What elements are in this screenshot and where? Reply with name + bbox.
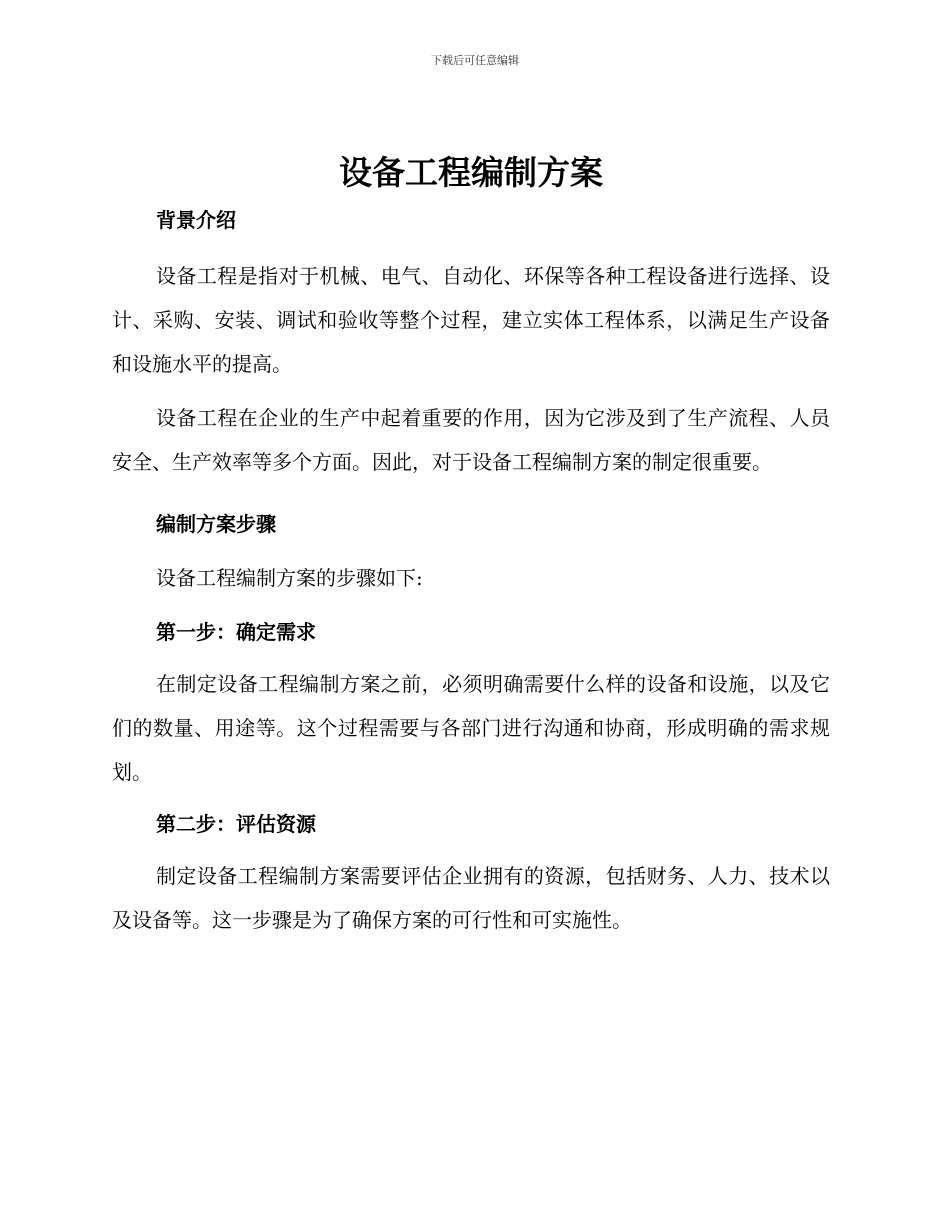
step-2-paragraph: 制定设备工程编制方案需要评估企业拥有的资源，包括财务、人力、技术以及设备等。这一步骤是为了确保方案的可行性和可实施性。 — [112, 864, 830, 932]
document-content — [112, 150, 830, 942]
steps-intro: 设备工程编制方案的步骤如下: — [156, 566, 423, 590]
step-1-heading: 第一步：确定需求 — [156, 620, 316, 644]
header-note: 下载后可任意编辑 — [431, 54, 519, 67]
section-heading-steps: 编制方案步骤 — [156, 512, 276, 536]
background-paragraph-2: 设备工程在企业的生产中起着重要的作用，因为它涉及到了生产流程、人员安全、生产效率等多个方面。因此，对于设备工程编制方案的制定很重要。 — [112, 406, 830, 474]
step-2-heading: 第二步：评估资源 — [156, 812, 316, 836]
section-heading-background: 背景介绍 — [156, 208, 236, 232]
document-title: 设备工程编制方案 — [339, 153, 603, 192]
step-1-paragraph: 在制定设备工程编制方案之前，必须明确需要什么样的设备和设施，以及它们的数量、用途等。这个过程需要与各部门进行沟通和协商，形成明确的需求规划。 — [112, 672, 830, 784]
background-paragraph-1: 设备工程是指对于机械、电气、自动化、环保等各种工程设备进行选择、设计、采购、安装、调试和验收等整个过程，建立实体工程体系，以满足生产设备和设施水平的提高。 — [112, 264, 830, 376]
